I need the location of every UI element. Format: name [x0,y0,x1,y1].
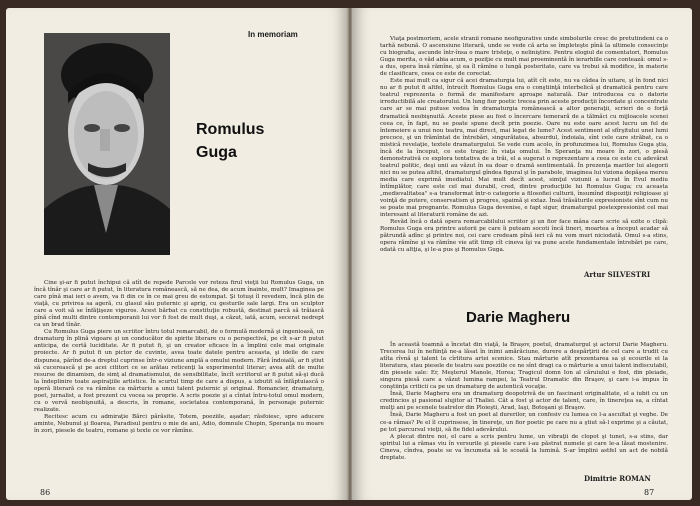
title-line-2: Guga [196,143,237,161]
paragraph: Însă, Darie Magheru era un dramaturg deopotrivă de un fascinant originalitate, el a iubit cu un credincios şi pasional slujitor al Thaliei. Cât a fost şi actor de talent, care, în tinereţea sa, a cîntat mulţi ani pe scenele teatrelor din Ploieşti, Arad, Iaşi, Botoşani şi Braşov. [380,391,668,412]
article-body-continued [380,36,668,262]
right-page [352,8,692,500]
portrait-image [44,33,170,255]
paragraph: Cine şi-ar fi putut închipui că atît de repede Parcele vor reteza firul vieţii lui Romulus Guga, un încă tînăr şi care ar fi putut, în literatura românească, să ne dea, de acum înainte, mult? Imaginea pe care pînă mai ieri o avem, va fi din ce în ce mai greu de estompat. Şi totuşi îl revedem, încă plin de viaţă, cu privirea sa ageră, cu glasul său puternic şi aprig, cu gesturile sale largi. Era un sculptor care a voit să se înfăţişeze viguros. Acest bărbat cu constituţie robustă, destinat parcă să trăiască pînă cînd multi dintre contemporanii lui vor fi fost de mult duşi, a căzut, iată, acum, secerat nedrept ca un brad tînăr. [34,280,324,329]
portrait-photo [44,33,170,255]
page-number: 87 [644,488,655,497]
paragraph: Însă, Darie Magheru a fost un poet al durerilor, un confesiv cu lumea ce l-a ascultat şi veghe. De ce-a rămas? Pe el îl cuprinsese, în tinereţe, un fior poetic pe care nu a ştiut să-l exprime şi a căutat, pe tot parcursul vieţii, să fie fidel adevărului. [380,412,668,433]
article-body [34,280,324,480]
paragraph: Cu Romulus Guga piere un scriitor întru totul remarcabil, de o formulă modernă şi ingenioasă, un dramaturg în plină vigoare şi un conducător de spirite literare cu o perspectivă, pe cît s-ar fi putut anticipa, de certă luciditate. Ar fi putut fi, şi un creator eficace în a împlini cele mai originale proiecte. Ar fi putut fi un pictor de cuvinte, avea toate datele pentru aceasta, şi ideile de care dispunea, părînd de-a dreptul cuprinse într-o viziune amplă a omului modern. Fără îndoială, ar fi ştiut să cucerească şi pe acei cititori ce se arătau reticenţi la experimentul literar; avea atît de multe resurse de dinamism, de simţ al dramatismului, de sensibilitate, încît scriitorul ar fi putut să-şi ducă la îndeplinire toate aspiraţiile artistice. În scurtul timp de care a dispus, a izbutit să înfăptuiască o operă literară ce va rămîne ca mărturie a unui talent puternic şi original. Romancier, dramaturg, poet, jurnalist, a fost prezent cu vocea sa proprie. A scris poezie şi a cîntat întru-totul omul modern, cu o vervă neobişnuită, a descris, în romane, societatea contemporană, în personaje puternic realizate. [34,329,324,413]
author-signature: Dimitrie ROMAN [584,474,651,483]
paragraph: A plecat dintre noi, el care a scris pentru lume, un vibraţii de clopot şi tunet, s-a stins, dar spiritul lui a rămas viu în versurile şi piesele care i-au păstrat numele şi care le-a lăsat mostenire. Cineva, cîndva, poate se va încumeta să le scoată la lumină. S-ar împlini astfel un act de nobilă dreptate. [380,433,668,461]
paragraph: Viaţa postmoriem, acele stranii romane neofigurative unde simbolurile cresc de pretutindeni ca o tarhă nebună. O ascensiune literară, unde se vede că arta se împleteşte pînă la ultimele consecinţe cu biografia, ascunde într-însa o mare tristeţe, o neliniştire. Pentru elogiul de comentatori, Romulus Guga merita, o văd abia acum, o poziţie cu mult mai proeminentă în ierarhiile care contează: omul s-a dus, opera însă rămîne, şi ea îl rămîne o lungă posteritate, care va trebui să modifice, în materie de clasificare, ceea ce este de corectat. [380,36,668,78]
second-article-body [380,342,668,464]
paragraph: Revăd încă o dată opera remarcabilului scriitor şi un fior face mâna care scrie să ezite o clipă: Romulus Guga era printre autorii pe care îi puteam socoti încă tineri, moartea a început acadar să pătrundă adînc şi printre noi, cei care credeam pînă ieri că nu vom muri niciodată. Omul s-a stins, opera rămîne şi va rămîne vie atît timp cît cineva îşi va pune acele fundamentale întrebări pe care, odată cu altţia, şi le-a pus şi Romulus Guga. [380,219,668,254]
paragraph: Este mai mult ca sigur că acei dramaturgia lui, atît cît este, nu va cădea în uitare, şi în fond nici nu ar fi putut fi altfel, întrucît Romulus Guga era o conştiinţă interbelică şi dramatică pentru care teatrul reprezenta o formă de manifestare aproape naturală. Dar introducea cu o datorie irreductibilă ale creatorului. Un lung fior poetic trecea prin aceste producţii încordate şi concentrate care ar se mai putuse vedea în dramaturgia românească a altor generaţii, scrieri de o forţă dramatică neobişnuită. Aceste piese au fost o încercare temerară de a tălmăci cu mijloacele scenei ceea ce, în fapt, nu se poate spune decît prin poezie. Oare nu este oare acest lucru un fel de întemeiere a unui nou teatru, mai direct, mai legat de lume? Acest sentiment al sfîrşitului unei lumi precoce, şi un frămîntat de întrebări, singurătatea, absurdul, îndoiala, sînt cele care străbat, ca o mistică revelaţie, textele dramaturgului. Se vede cum acolo, în profunzimea lui, Romulus Guga ştia, încă de la început, ce este tragic în viaţa omului. În Speranţa nu moare în zori, o piesă demonstrativă ce explora tentativa de a trăi, el a sugerat o reprezentare a ceea ce este cu adevărat teatrul politic, deşi unii au văzut în ea doar o dramă sentimentală. În prezenţa marilor lui alegorii nici nu se putea altfel, dramaturgul gîndea figural şi în parabole, imaginea lui viziona depăşea mereu media care exprimă imediatul. Mai mult decît acest, simţul viziunii a lucrat în Evul mediu întîmplător, care este cel mai durabil, cred, dintre producţiile lui Romulus Guga; cu aceasta „medievalitatea" s-a transformat într-o categorie a filosofiei culturii, însumînd dispoziţii religioase şi voinţă de putere, conservatism şi progres, spaimă şi extaz. Însă trăsăturile expresioniste sînt cum nu se poate mai pregnante. Romulus Guga devenise, e fapt sigur, dramaturgul postexpresionist cel mai interesant al literaturii române de azi. [380,78,668,219]
page-number: 86 [40,488,51,497]
left-page [6,8,348,500]
paragraph: În această toamnă a încetat din viaţă, la Braşov, poetul, dramaturgul şi actorul Darie Magheru. Trecerea lui în nefiinţă ne-a lăsat în inimi amărăciune, durere a despărţirii de cel care a trudit cu atîta rîvnă şi talent la cîrlitura artei scenice. Stau mărturie atît prezentarea sa şi ecourile ei la literatura, stau piesele de teatru sau poeziile ce ne sînt dragi ca o mărturie a unui talent indiscutabil, din piesele sale: Er, Meşterul Manole, Horea; Tragicul domn Ion al căruiului e fost, din pleiade, singura piesă care a văzut lumina rampei, la Teatrul Dramatic din Braşov, şi care i-a impus în conştiinţa criticii ca pe un dramaturg de autentică vocaţie. [380,342,668,391]
section-label: In memoriam [248,30,298,39]
paragraph: Recitesc acum cu admiraţie Bărci părăsite, Totem, poeziile, aşadar; răsfoiesc, spre aducere aminte, Nebunul şi floarea, Paradisul pentru o mie de ani, Adio, domnule Chopin, Speranţa nu moare în zori, piesele de teatru, romane şi texte ce vor rămîne. [34,413,324,434]
page-title [196,122,264,162]
title-line-1: Romulus [196,121,265,138]
author-signature: Artur SILVESTRI [584,270,651,279]
section-title: Darie Magheru [466,309,571,326]
